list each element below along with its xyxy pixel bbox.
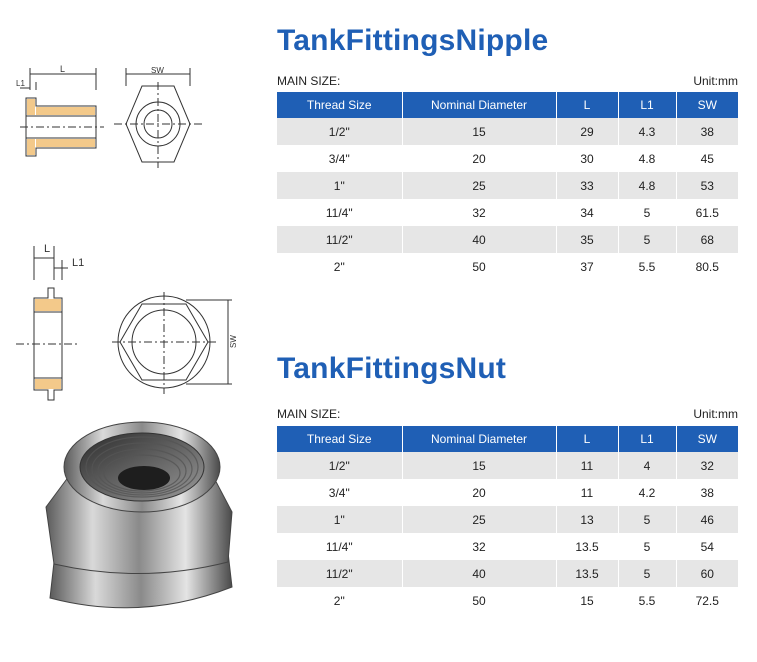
column-header: Nominal Diameter	[402, 92, 556, 118]
table-row	[277, 479, 738, 506]
table-cell: 13	[556, 506, 618, 533]
table-cell: 32	[402, 533, 556, 560]
nipple-front-SW-label: SW	[151, 66, 164, 75]
table-cell: 3/4"	[277, 145, 402, 172]
nut-unit-label: Unit:mm	[693, 407, 738, 421]
nipple-front-view-drawing	[110, 64, 210, 174]
table-cell: 15	[402, 452, 556, 479]
column-header: Nominal Diameter	[402, 426, 556, 452]
nut-main-size-label: MAIN SIZE:	[277, 407, 341, 421]
column-header: Thread Size	[277, 426, 402, 452]
column-header: L	[556, 426, 618, 452]
table-row	[277, 560, 738, 587]
table-cell: 3/4"	[277, 479, 402, 506]
table-row	[277, 226, 738, 253]
table-cell: 61.5	[676, 199, 738, 226]
nut-front-view-drawing	[110, 290, 250, 400]
column-header: L	[556, 92, 618, 118]
table-header-row	[277, 92, 738, 118]
table-row	[277, 145, 738, 172]
nut-side-L-label: L	[44, 243, 51, 255]
table-cell: 1/2"	[277, 452, 402, 479]
table-cell: 5.5	[618, 587, 676, 614]
nipple-title: TankFittingsNipple	[277, 24, 549, 57]
table-cell: 33	[556, 172, 618, 199]
table-cell: 20	[402, 145, 556, 172]
table-cell: 11/4"	[277, 533, 402, 560]
nipple-unit-label: Unit:mm	[693, 74, 738, 88]
table-cell: 1/2"	[277, 118, 402, 145]
table-cell: 46	[676, 506, 738, 533]
table-cell: 20	[402, 479, 556, 506]
table-cell: 29	[556, 118, 618, 145]
table-row	[277, 533, 738, 560]
tank-fitting-product-photo	[32, 412, 242, 652]
table-cell: 45	[676, 145, 738, 172]
table-cell: 4	[618, 452, 676, 479]
table-cell: 5	[618, 533, 676, 560]
table-cell: 4.3	[618, 118, 676, 145]
nut-title: TankFittingsNut	[277, 352, 507, 385]
table-cell: 15	[556, 587, 618, 614]
table-cell: 5	[618, 560, 676, 587]
nipple-main-size-label: MAIN SIZE:	[277, 74, 341, 88]
column-header: Thread Size	[277, 92, 402, 118]
table-row	[277, 587, 738, 614]
nipple-side-L1-label: L1	[16, 79, 25, 88]
nipple-spec-table	[277, 92, 738, 280]
table-row	[277, 506, 738, 533]
table-cell: 11/2"	[277, 226, 402, 253]
nut-meta-row	[277, 407, 738, 421]
table-cell: 5.5	[618, 253, 676, 280]
table-cell: 11/4"	[277, 199, 402, 226]
table-cell: 15	[402, 118, 556, 145]
table-cell: 11	[556, 452, 618, 479]
nipple-side-view-drawing	[10, 60, 110, 180]
table-header-row	[277, 426, 738, 452]
table-cell: 34	[556, 199, 618, 226]
column-header: L1	[618, 92, 676, 118]
table-cell: 30	[556, 145, 618, 172]
table-row	[277, 199, 738, 226]
table-cell: 32	[676, 452, 738, 479]
table-cell: 53	[676, 172, 738, 199]
nipple-meta-row	[277, 74, 738, 88]
table-cell: 50	[402, 253, 556, 280]
table-cell: 68	[676, 226, 738, 253]
nipple-side-L-label: L	[60, 64, 66, 74]
table-cell: 11/2"	[277, 560, 402, 587]
table-row	[277, 118, 738, 145]
table-cell: 50	[402, 587, 556, 614]
table-cell: 25	[402, 506, 556, 533]
table-cell: 35	[556, 226, 618, 253]
table-cell: 11	[556, 479, 618, 506]
table-cell: 37	[556, 253, 618, 280]
table-cell: 5	[618, 199, 676, 226]
table-row	[277, 452, 738, 479]
column-header: L1	[618, 426, 676, 452]
table-cell: 25	[402, 172, 556, 199]
nut-side-view-drawing	[12, 240, 112, 410]
column-header: SW	[676, 92, 738, 118]
table-cell: 2"	[277, 587, 402, 614]
nut-spec-table	[277, 426, 738, 614]
table-cell: 5	[618, 506, 676, 533]
table-cell: 2"	[277, 253, 402, 280]
table-cell: 1"	[277, 506, 402, 533]
nut-front-SW-label: SW	[229, 335, 238, 348]
table-cell: 40	[402, 560, 556, 587]
table-cell: 4.8	[618, 145, 676, 172]
table-cell: 13.5	[556, 560, 618, 587]
table-cell: 38	[676, 479, 738, 506]
table-cell: 80.5	[676, 253, 738, 280]
table-cell: 72.5	[676, 587, 738, 614]
table-row	[277, 253, 738, 280]
table-cell: 1"	[277, 172, 402, 199]
table-cell: 5	[618, 226, 676, 253]
column-header: SW	[676, 426, 738, 452]
table-cell: 13.5	[556, 533, 618, 560]
table-cell: 38	[676, 118, 738, 145]
table-cell: 32	[402, 199, 556, 226]
table-row	[277, 172, 738, 199]
table-cell: 4.8	[618, 172, 676, 199]
table-cell: 54	[676, 533, 738, 560]
nut-side-L1-label: L1	[72, 257, 85, 269]
table-cell: 60	[676, 560, 738, 587]
table-cell: 40	[402, 226, 556, 253]
table-cell: 4.2	[618, 479, 676, 506]
